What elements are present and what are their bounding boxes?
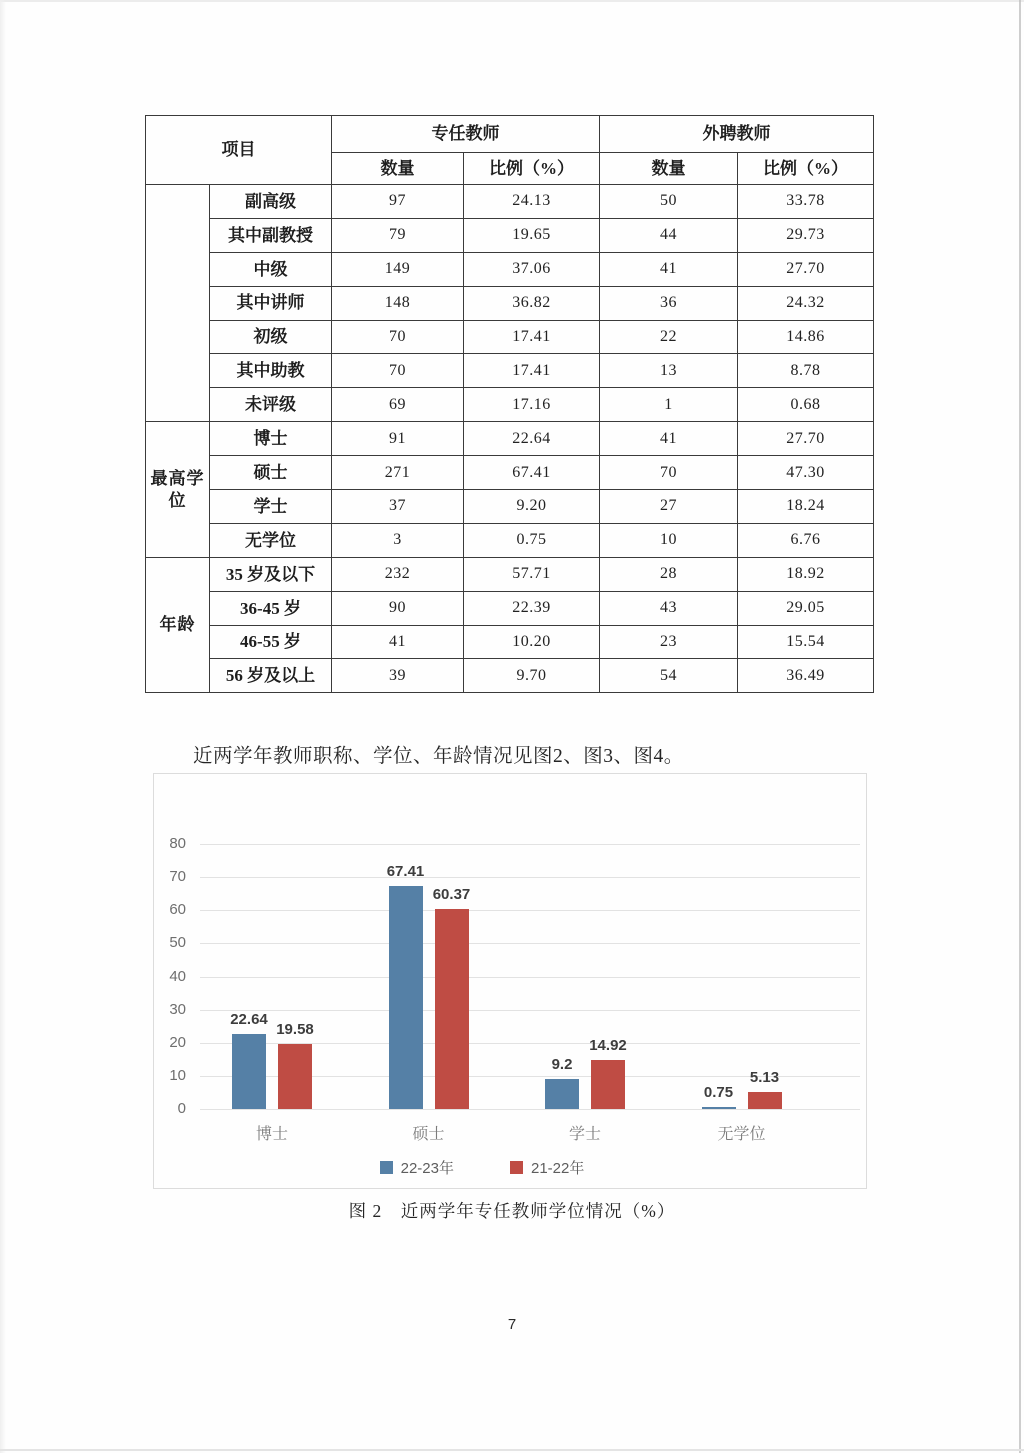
cell-value: 149 <box>332 252 464 286</box>
cell-value: 70 <box>332 320 464 354</box>
cell-value: 28 <box>600 557 738 591</box>
cell-value: 54 <box>600 659 738 693</box>
header-external-teachers: 外聘教师 <box>600 116 874 153</box>
cell-value: 22 <box>600 320 738 354</box>
row-label: 其中讲师 <box>210 286 332 320</box>
gridline <box>200 943 860 944</box>
row-label: 硕士 <box>210 456 332 490</box>
y-axis-tick-label: 40 <box>169 967 186 985</box>
scan-edge-top <box>0 0 1024 2</box>
row-label: 56 岁及以上 <box>210 659 332 693</box>
cell-value: 17.41 <box>464 320 600 354</box>
cell-value: 91 <box>332 422 464 456</box>
row-group-label <box>146 185 210 422</box>
bar-22-23年-硕士 <box>389 886 423 1109</box>
header-ratio-1: 比例（%） <box>464 153 600 185</box>
y-axis-tick-label: 10 <box>169 1066 186 1084</box>
cell-value: 36.82 <box>464 286 600 320</box>
cell-value: 17.41 <box>464 354 600 388</box>
legend-item-22-23年 <box>380 1157 454 1178</box>
header-count-1: 数量 <box>332 153 464 185</box>
bar-22-23年-博士 <box>232 1034 266 1109</box>
table-row <box>146 591 874 625</box>
cell-value: 6.76 <box>738 523 874 557</box>
cell-value: 41 <box>600 252 738 286</box>
cell-value: 148 <box>332 286 464 320</box>
row-label: 其中助教 <box>210 354 332 388</box>
legend-swatch-icon <box>380 1161 393 1174</box>
table-row <box>146 557 874 591</box>
header-count-2: 数量 <box>600 153 738 185</box>
scan-edge-left <box>0 0 6 1453</box>
bar-value-label: 9.2 <box>551 1055 573 1073</box>
cell-value: 24.32 <box>738 286 874 320</box>
cell-value: 37 <box>332 490 464 524</box>
bar-value-label: 60.37 <box>432 886 471 904</box>
row-label: 副高级 <box>210 185 332 219</box>
table-row <box>146 286 874 320</box>
cell-value: 47.30 <box>738 456 874 490</box>
row-label: 学士 <box>210 490 332 524</box>
header-item: 项目 <box>146 116 332 185</box>
table-row <box>146 252 874 286</box>
teacher-stats-table <box>145 115 874 693</box>
table-row <box>146 659 874 693</box>
body-paragraph: 近两学年教师职称、学位、年龄情况见图2、图3、图4。 <box>193 746 684 767</box>
y-axis-tick-label: 30 <box>169 1000 186 1018</box>
cell-value: 57.71 <box>464 557 600 591</box>
bar-value-label: 67.41 <box>386 862 425 880</box>
scan-edge-bottom <box>0 1449 1024 1451</box>
cell-value: 70 <box>600 456 738 490</box>
cell-value: 18.24 <box>738 490 874 524</box>
cell-value: 271 <box>332 456 464 490</box>
cell-value: 97 <box>332 185 464 219</box>
row-label: 未评级 <box>210 388 332 422</box>
bar-21-22年-无学位 <box>748 1092 782 1109</box>
gridline <box>200 1010 860 1011</box>
cell-value: 43 <box>600 591 738 625</box>
scan-edge-right <box>1019 0 1021 1453</box>
chart-legend <box>126 1157 838 1178</box>
y-axis-tick-label: 80 <box>169 835 186 852</box>
legend-label: 21-22年 <box>531 1160 585 1177</box>
row-label: 博士 <box>210 422 332 456</box>
cell-value: 19.65 <box>464 218 600 252</box>
table-row <box>146 625 874 659</box>
cell-value: 29.05 <box>738 591 874 625</box>
x-axis-category-label: 无学位 <box>717 1126 766 1143</box>
row-label: 36-45 岁 <box>210 591 332 625</box>
y-axis-tick-label: 60 <box>169 901 186 919</box>
figure-caption: 图 2 近两学年专任教师学位情况（%） <box>348 1201 676 1221</box>
x-axis-category-label: 硕士 <box>412 1126 445 1143</box>
cell-value: 22.64 <box>464 422 600 456</box>
cell-value: 33.78 <box>738 185 874 219</box>
bar-22-23年-学士 <box>545 1079 579 1109</box>
bar-value-label: 5.13 <box>749 1069 780 1086</box>
gridline <box>200 977 860 978</box>
cell-value: 29.73 <box>738 218 874 252</box>
y-axis-tick-label: 0 <box>177 1100 186 1117</box>
cell-value: 0.68 <box>738 388 874 422</box>
cell-value: 79 <box>332 218 464 252</box>
bar-value-label: 22.64 <box>230 1011 268 1028</box>
cell-value: 232 <box>332 557 464 591</box>
cell-value: 1 <box>600 388 738 422</box>
cell-value: 44 <box>600 218 738 252</box>
cell-value: 17.16 <box>464 388 600 422</box>
table-row <box>146 456 874 490</box>
cell-value: 10.20 <box>464 625 600 659</box>
cell-value: 9.20 <box>464 490 600 524</box>
legend-label: 22-23年 <box>400 1160 454 1177</box>
table-row <box>146 185 874 219</box>
cell-value: 13 <box>600 354 738 388</box>
cell-value: 36 <box>600 286 738 320</box>
table-row <box>146 422 874 456</box>
row-label: 中级 <box>210 252 332 286</box>
cell-value: 37.06 <box>464 252 600 286</box>
bar-22-23年-无学位 <box>702 1107 736 1109</box>
cell-value: 36.49 <box>738 659 874 693</box>
cell-value: 27 <box>600 490 738 524</box>
cell-value: 27.70 <box>738 422 874 456</box>
gridline <box>200 844 860 845</box>
bar-21-22年-硕士 <box>435 909 469 1109</box>
cell-value: 70 <box>332 354 464 388</box>
x-axis-category-label: 学士 <box>568 1126 601 1143</box>
row-label: 35 岁及以下 <box>210 557 332 591</box>
legend-item-21-22年 <box>510 1157 584 1178</box>
cell-value: 14.86 <box>738 320 874 354</box>
table-row <box>146 354 874 388</box>
cell-value: 15.54 <box>738 625 874 659</box>
cell-value: 39 <box>332 659 464 693</box>
gridline <box>200 877 860 878</box>
row-group-label: 最高学位 <box>146 422 210 558</box>
page-number: 7 <box>507 1316 517 1333</box>
y-axis-tick-label: 70 <box>169 868 186 886</box>
cell-value: 27.70 <box>738 252 874 286</box>
legend-swatch-icon <box>510 1161 523 1174</box>
table-row <box>146 320 874 354</box>
bar-21-22年-学士 <box>591 1060 625 1109</box>
row-label: 其中副教授 <box>210 218 332 252</box>
cell-value: 22.39 <box>464 591 600 625</box>
bar-value-label: 19.58 <box>276 1021 314 1039</box>
x-axis-category-label: 博士 <box>255 1126 288 1143</box>
cell-value: 24.13 <box>464 185 600 219</box>
cell-value: 18.92 <box>738 557 874 591</box>
cell-value: 3 <box>332 523 464 557</box>
row-label: 46-55 岁 <box>210 625 332 659</box>
table-row <box>146 218 874 252</box>
cell-value: 8.78 <box>738 354 874 388</box>
cell-value: 50 <box>600 185 738 219</box>
cell-value: 69 <box>332 388 464 422</box>
y-axis-tick-label: 20 <box>169 1033 186 1051</box>
cell-value: 10 <box>600 523 738 557</box>
row-label: 无学位 <box>210 523 332 557</box>
header-ratio-2: 比例（%） <box>738 153 874 185</box>
cell-value: 41 <box>332 625 464 659</box>
bar-value-label: 14.92 <box>589 1036 627 1054</box>
table-row <box>146 523 874 557</box>
bar-value-label: 0.75 <box>703 1083 734 1101</box>
gridline <box>200 1109 860 1110</box>
header-fulltime-teachers: 专任教师 <box>332 116 600 153</box>
bar-21-22年-博士 <box>278 1044 312 1109</box>
cell-value: 67.41 <box>464 456 600 490</box>
cell-value: 0.75 <box>464 523 600 557</box>
table-row <box>146 490 874 524</box>
cell-value: 41 <box>600 422 738 456</box>
cell-value: 90 <box>332 591 464 625</box>
row-group-label: 年龄 <box>146 557 210 693</box>
table-row <box>146 388 874 422</box>
degree-bar-chart <box>153 773 867 1189</box>
gridline <box>200 910 860 911</box>
row-label: 初级 <box>210 320 332 354</box>
cell-value: 9.70 <box>464 659 600 693</box>
cell-value: 23 <box>600 625 738 659</box>
y-axis-tick-label: 50 <box>169 934 186 952</box>
